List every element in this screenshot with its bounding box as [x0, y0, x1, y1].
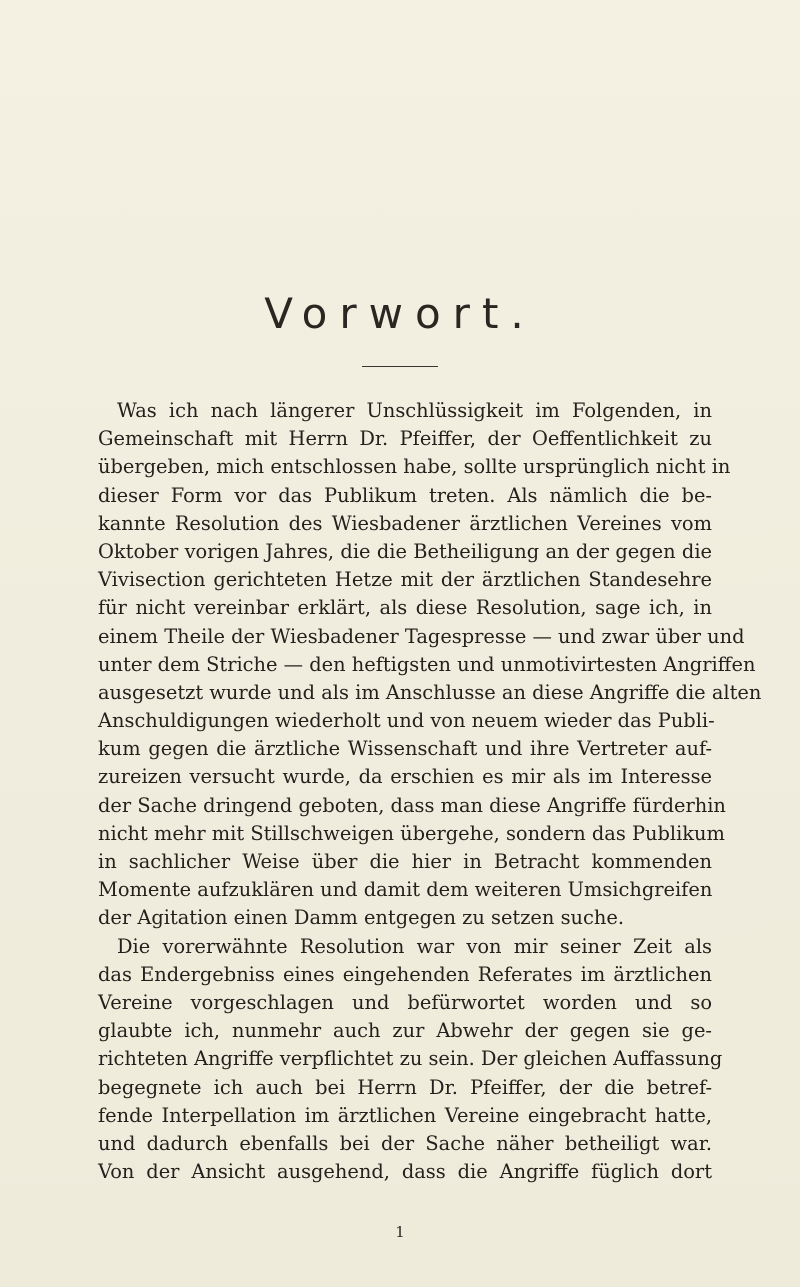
text-line: kum gegen die ärztliche Wissenschaft und ihre Vertreter auf-: [98, 737, 712, 761]
text-line: in sachlicher Weise über die hier in Betracht kommenden: [98, 850, 712, 873]
text-line: das Endergebniss eines eingehenden Referates im ärztlichen: [98, 962, 712, 986]
text-line: glaubte ich, nunmehr auch zur Abwehr der gegen sie ge-: [98, 1019, 712, 1043]
text-line: fende Interpellation im ärztlichen Vereine eingebracht hatte,: [98, 1103, 712, 1127]
text-line: der Agitation einen Damm entgegen zu setzen suche.: [98, 906, 624, 930]
text-line: Anschuldigungen wiederholt und von neuem wieder das Publi-: [98, 709, 715, 733]
text-line: Von der Ansicht ausgehend, dass die Angriffe füglich dort: [98, 1160, 712, 1184]
title-divider: [362, 366, 438, 367]
text-line: ausgesetzt wurde und als im Anschlusse an diese Angriffe die alten: [98, 680, 762, 704]
body-text: [98, 397, 762, 1186]
text-line: Vereine vorgeschlagen und befürwortet worden und so: [98, 990, 712, 1014]
page-title: Vorwort.: [264, 289, 536, 338]
text-line: für nicht vereinbar erklärt, als diese Resolution, sage ich, in: [98, 596, 712, 620]
text-line: begegnete ich auch bei Herrn Dr. Pfeiffer, der die betref-: [98, 1075, 712, 1099]
text-line: Oktober vorigen Jahres, die die Betheiligung an der gegen die: [98, 539, 712, 563]
text-line: nicht mehr mit Stillschweigen übergehe, sondern das Publikum: [98, 821, 725, 845]
text-line: und dadurch ebenfalls bei der Sache näher betheiligt war.: [98, 1131, 712, 1155]
text-line: Die vorerwähnte Resolution war von mir seiner Zeit als: [117, 934, 712, 958]
text-line: Momente aufzuklären und damit dem weiteren Umsichgreifen: [98, 878, 713, 902]
text-line: Was ich nach längerer Unschlüssigkeit im Folgenden, in: [117, 399, 712, 422]
text-line: zureizen versucht wurde, da erschien es mir als im Interesse: [98, 765, 712, 789]
page-number: 1: [395, 1223, 405, 1241]
text-line: übergeben, mich entschlossen habe, sollte ursprünglich nicht in: [98, 455, 731, 479]
text-line: unter dem Striche — den heftigsten und unmotivirtesten Angriffen: [98, 652, 756, 676]
text-line: Gemeinschaft mit Herrn Dr. Pfeiffer, der Oeffentlichkeit zu: [98, 427, 712, 451]
text-line: Vivisection gerichteten Hetze mit der ärztlichen Standesehre: [98, 568, 712, 592]
text-line: dieser Form vor das Publikum treten. Als nämlich die be-: [98, 483, 712, 507]
text-line: der Sache dringend geboten, dass man diese Angriffe fürderhin: [98, 793, 726, 817]
text-line: einem Theile der Wiesbadener Tagespresse — und zwar über und: [98, 624, 745, 648]
text-line: kannte Resolution des Wiesbadener ärztlichen Vereines vom: [98, 511, 712, 535]
text-line: richteten Angriffe verpflichtet zu sein. Der gleichen Auffassung: [98, 1047, 723, 1071]
